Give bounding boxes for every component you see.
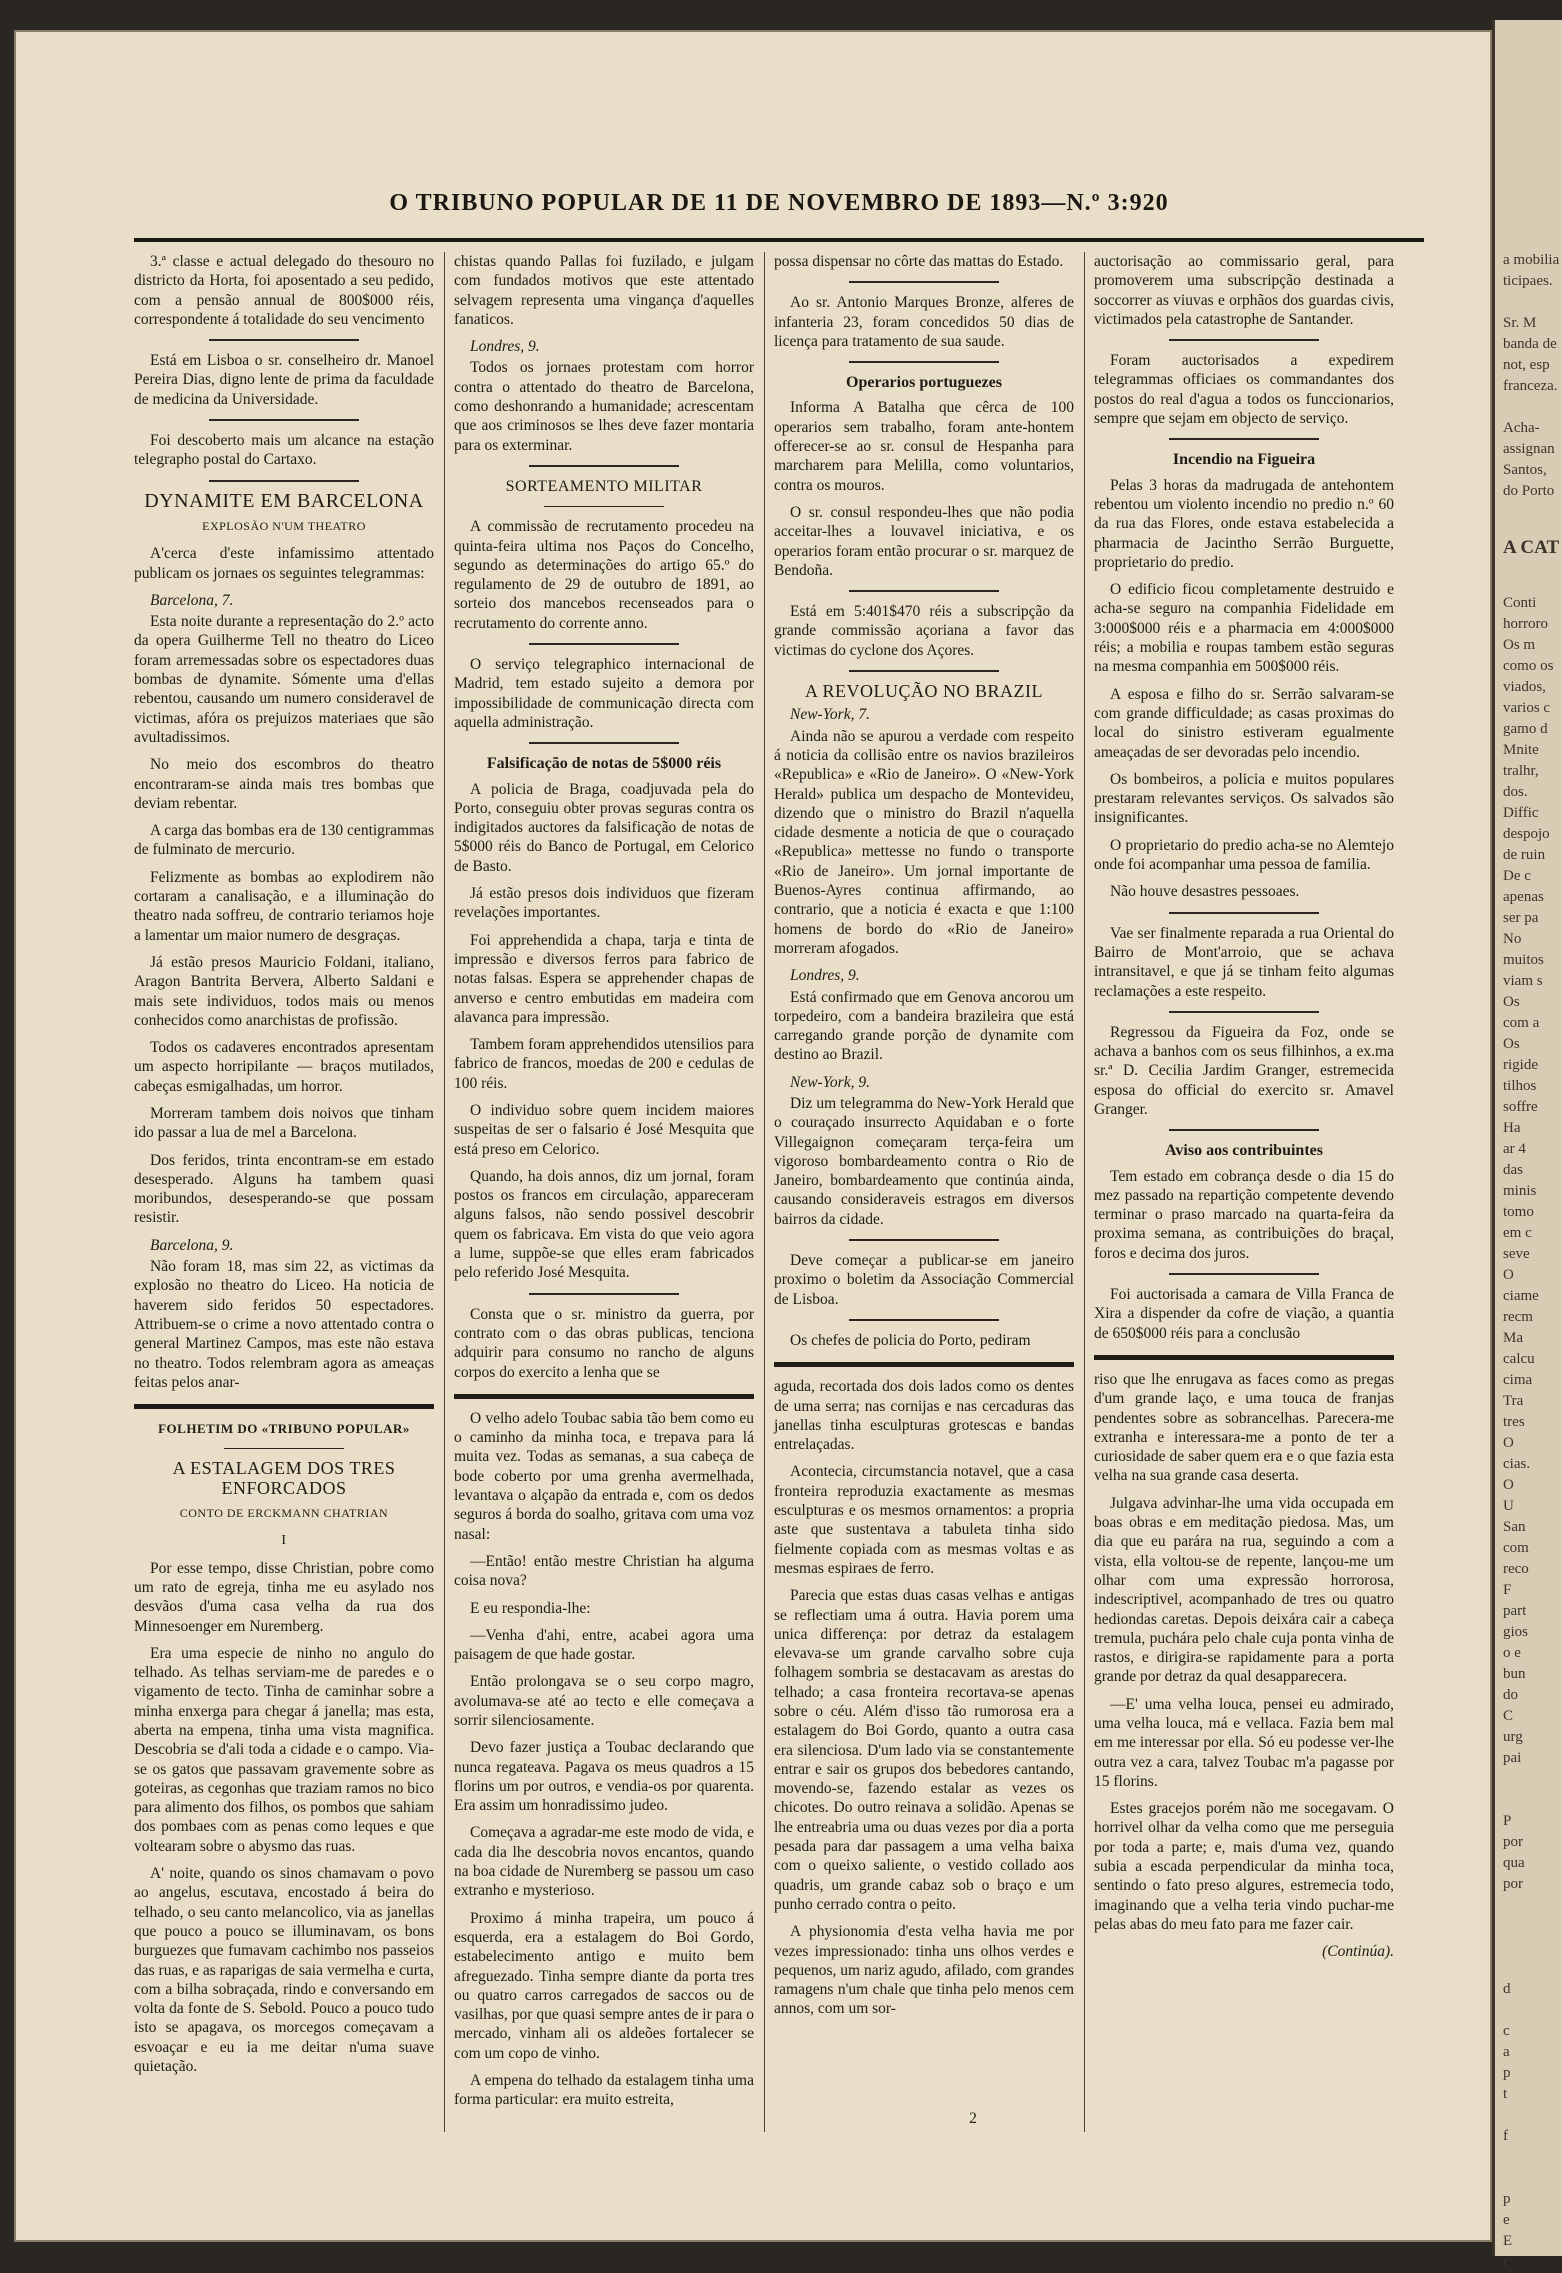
adjacent-page-line: [1495, 1937, 1562, 1958]
adjacent-page-line: not, esp: [1503, 357, 1550, 373]
divider: [209, 339, 359, 341]
adjacent-page-line: a: [1503, 2044, 1510, 2060]
article-paragraph: Diz um telegramma do New-York Herald que o couraçado insurrecto Aquidaban e o forte Villegaignon começaram terça-feira um vigoroso bombardeamento contra o Rio de Janeiro, bombardeamento que continúa ainda, causando consideraveis estragos em diversos bairros da cidade.: [774, 1094, 1074, 1228]
adjacent-page-line: O: [1503, 1477, 1514, 1493]
adjacent-page-line: p: [1503, 2191, 1511, 2207]
adjacent-page-line: [1495, 1895, 1562, 1916]
story-paragraph: O velho adelo Toubac sabia tão bem como eu o caminho da minha toca, e trepava para lá muita vez. Todas as semanas, a sua cabeça de bode coberto por uma grenha avermelhada, levantava o alçapão da entrada e, com os dedos seguros á borda do soalho, gritava com uma voz nasal:: [454, 1409, 754, 1543]
adjacent-page-line: [1495, 502, 1562, 523]
article-paragraph: Deve começar a publicar-se em janeiro proximo o boletim da Associação Commercial de Lisboa.: [774, 1252, 1074, 1308]
adjacent-page-line: com a: [1503, 1015, 1540, 1031]
adjacent-page-line: qua: [1503, 1855, 1525, 1871]
article-paragraph: Informa A Batalha que cêrca de 100 operarios sem trabalho, foram ante-hontem offerecer-se ao sr. consul de Hespanha para marcharem para Melilla, como voluntarios, contra os mouros.: [774, 399, 1074, 494]
adjacent-page-line: viam s: [1503, 973, 1543, 989]
columns: [134, 252, 1444, 2132]
article-paragraph: O edificio ficou completamente destruido e acha-se seguro na companhia Fidelidade em 3:000$000 réis e a pharmacia em 4:000$000 réis; a mobilia e roupas tambem estão seguras na mesma companhia em 500$000 réis.: [1094, 581, 1394, 676]
adjacent-page-line: soffre: [1503, 1099, 1538, 1115]
article-paragraph: possa dispensar no côrte das mattas do Estado.: [774, 253, 1064, 270]
article-paragraph: Todos os cadaveres encontrados apresentam um aspecto horripilante — braços mutilados, cabeças esmigalhadas, um horror.: [134, 1039, 434, 1095]
story-paragraph: Era uma especie de ninho no angulo do telhado. As telhas serviam-me de paredes e o vigamento de tecto. Tinha de caminhar sobre a minha enxerga para chegar á janella; mas esta, aberta na empena, tinha uma vista magnifica. Descobria se d'ali toda a cidade e o campo. Via-se os gatos que passavam gravemente sobre as goteiras, as cegonhas que traziam ramos no bico para alimento dos filhos, os pombos que sahiam dos pombaes com as penas como leques e que voltearam sobre o abysmo das ruas.: [134, 1644, 434, 1855]
adjacent-page-line: recm: [1503, 1309, 1533, 1325]
adjacent-page-line: a mobilia: [1503, 252, 1560, 268]
article-paragraph: Ao sr. Antonio Marques Bronze, alferes de infanteria 23, foram concedidos 50 dias de licença para tratamento de sua saude.: [774, 294, 1074, 350]
divider: [209, 419, 359, 421]
column-rule: [1084, 252, 1085, 2132]
divider: [849, 590, 999, 592]
divider: [849, 1239, 999, 1241]
adjacent-page-line: Ma: [1503, 1330, 1523, 1346]
article-paragraph: Foram auctorisados a expedirem telegrammas officiaes os commandantes dos postos do real d'agua a todos os funccionarios, sempre que sejam em objecto de serviço.: [1094, 352, 1394, 428]
headline: Operarios portuguezes: [846, 374, 1002, 392]
article-paragraph: Consta que o sr. ministro da guerra, por contrato com o das obras publicas, tenciona adquirir para consumo no rancho de alguns corpos do exercito a lenha que se: [454, 1305, 754, 1381]
column-rule: [764, 252, 765, 2132]
divider: [1169, 1129, 1319, 1131]
story-paragraph: Acontecia, circumstancia notavel, que a casa fronteira reproduzia exactamente as mesmas esculpturas e os mesmos ornamentos: a propria aste que sustentava a tabuleta tinha sido fielmente copiada com as mesmas voltas e as mesmas espiraes de ferro.: [774, 1463, 1074, 1577]
dateline: Londres, 9.: [470, 338, 540, 356]
adjacent-page-line: Tra: [1503, 1393, 1524, 1409]
article-paragraph: Dos feridos, trinta encontram-se em estado desesperado. Alguns ha tambem quasi moribundos, desesperando-se que possam resistir.: [134, 1151, 434, 1227]
article-paragraph: Todos os jornaes protestam com horror contra o attentado do theatro de Barcelona, como deshonrando a humanidade; acrescentam que aos criminosos se lhes deve fazer montaria para os exterminar.: [454, 359, 754, 454]
dateline: New-York, 7.: [790, 706, 870, 724]
continued-note: (Continúa).: [1322, 1943, 1394, 1961]
feuilleton-rule: [774, 1362, 1074, 1367]
page-masthead: O TRIBUNO POPULAR DE 11 DE NOVEMBRO DE 1893—N.º 3:920: [389, 190, 1169, 216]
headline: DYNAMITE EM BARCELONA: [144, 489, 424, 512]
dateline: New-York, 9.: [790, 1073, 870, 1091]
divider: [1169, 1273, 1319, 1275]
story-paragraph: A empena do telhado da estalagem tinha uma forma particular: era muito estreita,: [454, 2072, 754, 2109]
adjacent-page-line: [1495, 1916, 1562, 1937]
dateline: Barcelona, 7.: [150, 591, 234, 609]
adjacent-page-line: [1495, 397, 1562, 418]
column-4: [1094, 252, 1394, 2132]
adjacent-page-text: [1495, 20, 1562, 2273]
adjacent-page-line: Sr. M: [1503, 315, 1537, 331]
adjacent-page-line: viados,: [1503, 679, 1546, 695]
adjacent-page-line: do Porto: [1503, 483, 1555, 499]
adjacent-page-line: c: [1503, 2023, 1510, 2039]
article-paragraph: Foi descoberto mais um alcance na estação telegrapho postal do Cartaxo.: [134, 432, 434, 469]
adjacent-page-line: o e: [1503, 1645, 1521, 1661]
adjacent-page-line: Os: [1503, 994, 1520, 1010]
article-paragraph: O serviço telegraphico internacional de Madrid, tem estado sujeito a demora por impossibilidade de communicação directa com aquella administração.: [454, 656, 754, 731]
adjacent-page-line: reco: [1503, 1561, 1529, 1577]
story-paragraph: Estes gracejos porém não me socegavam. O horrivel olhar da velha como que me perseguia por toda a parte; e, mais d'uma vez, quando subia a escada perpendicular da minha toca, sentindo o fato preso algures, estremecia todo, imaginando que a velha teria vindo puchar-me pelas abas do meu fato para me fazer cair.: [1094, 1800, 1394, 1933]
adjacent-page-line: F: [1503, 1582, 1512, 1598]
adjacent-page-line: E: [1503, 2233, 1513, 2249]
adjacent-page-line: assignan: [1503, 441, 1555, 457]
adjacent-page-line: calcu: [1503, 1351, 1535, 1367]
story-paragraph: —Então! então mestre Christian ha alguma coisa nova?: [454, 1552, 754, 1590]
divider: [224, 1448, 344, 1449]
feuilleton-author: CONTO DE ERCKMANN CHATRIAN: [179, 1506, 389, 1521]
adjacent-page-line: De c: [1503, 868, 1531, 884]
article-paragraph: Quando, ha dois annos, diz um jornal, foram postos os francos em circulação, appareceram alguns falsos, não sendo possivel descobrir quem os fabricava. Em vista do que veio agora a lume, suppõe-se que elles eram fabricados pelo referido José Mesquita.: [454, 1167, 754, 1282]
adjacent-page-line: No: [1503, 931, 1522, 947]
divider: [849, 670, 999, 672]
article-paragraph: Está confirmado que em Genova ancorou um torpedeiro, com a bandeira brazileira que está carregando grande porção de dynamite com destino ao Brazil.: [774, 988, 1074, 1064]
article-paragraph: Já estão presos Mauricio Foldani, italiano, Aragon Bantrita Bervera, Alberto Saldani e mais sete individuos, todos mais ou menos conhecidos como anarchistas de profissão.: [134, 953, 434, 1029]
subheadline: EXPLOSÃO N'UM THEATRO: [202, 518, 366, 533]
adjacent-page-line: muitos: [1503, 952, 1544, 968]
adjacent-page-line: [1495, 2105, 1562, 2126]
newspaper-page: [14, 30, 1492, 2242]
adjacent-page-line: O: [1503, 1435, 1514, 1451]
article-paragraph: O sr. consul respondeu-lhes que não podia acceitar-lhes a louvavel iniciativa, e os operarios foram então procurar o sr. marquez de Bendoña.: [774, 503, 1074, 579]
headline: A REVOLUÇÃO NO BRAZIL: [805, 681, 1043, 702]
adjacent-page-line: O: [1503, 1267, 1514, 1283]
story-paragraph: aguda, recortada dos dois lados como os dentes de uma serra; nas cornijas e nas cercaduras das janellas tinha esculpturas grotescas e bandas entrelaçadas.: [774, 1378, 1074, 1454]
article-paragraph: A'cerca d'este infamissimo attentado publicam os jornaes os seguintes telegrammas:: [134, 545, 434, 582]
story-paragraph: A physionomia d'esta velha havia me por vezes impressionado: tinha uns olhos verdes e pequenos, um nariz agudo, afilado, com grandes ramagens n'um chale que tinha pelo menos cem annos, com um sor-: [774, 1923, 1075, 2018]
adjacent-page-line: ciame: [1503, 1288, 1539, 1304]
adjacent-page-line: [1495, 1769, 1562, 1790]
adjacent-page-line: Ha: [1503, 1120, 1521, 1136]
adjacent-page-line: bun: [1503, 1666, 1526, 1682]
divider: [849, 361, 999, 363]
adjacent-page-line: por: [1503, 1834, 1523, 1850]
divider: [529, 742, 679, 744]
article-paragraph: Está em 5:401$470 réis a subscripção da grande commissão açoriana a favor das victimas do cyclone dos Açores.: [774, 603, 1074, 659]
story-paragraph: —E' uma velha louca, pensei eu admirado, uma velha louca, má e vellaca. Fazia bem mal em me interessar por ella. Só eu podesse ver-lhe outra vez a cara, talvez Toubac m'a pagasse por 15 florins.: [1094, 1695, 1394, 1790]
article-paragraph: A esposa e filho do sr. Serrão salvaram-se com grande difficuldade; as casas proximas do local do sinistro estiveram egualmente ameaçadas de ser devoradas pelo incendio.: [1094, 685, 1394, 761]
article-paragraph: Foi auctorisada a camara de Villa Franca de Xira a dispender da cofre de viação, a quantia de 650$000 réis para a conclusão: [1094, 1286, 1394, 1342]
article-paragraph: A policia de Braga, coadjuvada pela do Porto, conseguiu obter provas seguras contra os indigitados auctores da falsificação de notas de 5$000 réis do Banco de Portugal, em Celorico de Basto.: [454, 780, 754, 875]
divider: [1169, 912, 1319, 914]
adjacent-page-line: [1495, 1790, 1562, 1811]
adjacent-page-line: P: [1503, 1813, 1512, 1829]
adjacent-page-line: gamo d: [1503, 721, 1548, 737]
adjacent-page-line: r: [1503, 2254, 1508, 2270]
divider: [544, 506, 664, 507]
adjacent-page-line: [1495, 2168, 1562, 2189]
adjacent-page-line: Mnite: [1503, 742, 1539, 758]
adjacent-page-line: urg: [1503, 1729, 1523, 1745]
divider: [529, 465, 679, 467]
adjacent-page-line: do: [1503, 1687, 1518, 1703]
article-paragraph: 3.ª classe e actual delegado do thesouro no districto da Horta, foi aposentado a seu pedido, com a pensão annual de 800$000 réis, correspondente á totalidade do seu vencimento: [134, 253, 434, 328]
page-number: 2: [969, 2110, 977, 2127]
adjacent-page-line: Acha-: [1503, 420, 1540, 436]
adjacent-page-line: horroro: [1503, 616, 1548, 632]
headline: Falsificação de notas de 5$000 réis: [486, 755, 722, 773]
adjacent-page-line: [1495, 572, 1562, 593]
divider: [1169, 339, 1319, 341]
column-1: [134, 252, 434, 2132]
feuilleton-title: A ESTALAGEM DOS TRES ENFORCADOS: [172, 1458, 396, 1498]
adjacent-page-line: Conti: [1503, 595, 1537, 611]
adjacent-page-line: rigide: [1503, 1057, 1538, 1073]
story-paragraph: Então prolongava se o seu corpo magro, avolumava-se até ao tecto e elle começava a sorrir silenciosamente.: [454, 1673, 754, 1729]
article-paragraph: No meio dos escombros do theatro encontraram-se ainda mais tres bombas que deviam rebentar.: [134, 756, 434, 812]
adjacent-page-line: e: [1503, 2212, 1510, 2228]
adjacent-page-line: tralhr,: [1503, 763, 1539, 779]
adjacent-page-line: [1495, 2147, 1562, 2168]
dateline: Barcelona, 9.: [150, 1236, 234, 1254]
story-paragraph: riso que lhe enrugava as faces como as pregas d'um grande laço, e uma touca de franjas pendentes sobre as sobrancelhas. Parecera-me extranha e interessara-me a ponto de ter a curiosidade de saber quem era e o que fazia esta velha na sua grande casa deserta.: [1094, 1370, 1394, 1485]
story-paragraph: —Venha d'ahi, entre, acabei agora uma paisagem de que hade gostar.: [454, 1626, 754, 1664]
adjacent-page-line: tilhos: [1503, 1078, 1537, 1094]
headline: SORTEAMENTO MILITAR: [505, 477, 703, 495]
adjacent-page-line: seve: [1503, 1246, 1530, 1262]
adjacent-page-line: despojo: [1503, 826, 1550, 842]
feuilleton-rule: [134, 1404, 434, 1409]
dateline: Londres, 9.: [790, 967, 860, 985]
adjacent-page-line: U: [1503, 1498, 1514, 1514]
story-paragraph: E eu respondia-lhe:: [470, 1599, 591, 1617]
adjacent-page-line: franceza.: [1503, 378, 1558, 394]
adjacent-page-line: cima: [1503, 1372, 1533, 1388]
adjacent-page-line: minis: [1503, 1183, 1537, 1199]
divider: [1169, 438, 1319, 440]
adjacent-page-line: Diffic: [1503, 805, 1539, 821]
adjacent-page-line: Santos,: [1503, 462, 1547, 478]
column-rule: [444, 252, 445, 2132]
story-paragraph: Parecia que estas duas casas velhas e antigas se reflectiam uma á outra. Havia porem uma unica differença: por detraz da estalagem elevava-se um grande carvalho sobre cuja folhagem sombria se destacavam as arestas do telhado; a casa fronteira recortava-se apenas sobre o céu. Além d'isso tão rumorosa era a estalagem do Boi Gordo, quanto a outra casa era silenciosa. D'um lado via se constantemente entrar e sair os grupos dos bebedores cantando, movendo-se, fazendo estalar as vezes os chicotes. Do outro reinava a solidão. Apenas se lhe entreabria uma ou duas vezes por dia a porta pesada para dar passagem a uma velha baixa com o queixo saliente, o vestido collado aos quadris, um grande cabaz sob o braço e um punho cerrado contra o peito.: [774, 1587, 1074, 1913]
article-paragraph: Já estão presos dois individuos que fizeram revelações importantes.: [454, 885, 754, 922]
adjacent-page-line: tomo: [1503, 1204, 1534, 1220]
article-paragraph: chistas quando Pallas foi fuzilado, e julgam com fundados motivos que este attentado selvagem representa uma vingança d'aquelles fanaticos.: [454, 253, 754, 328]
article-paragraph: auctorisação ao commissario geral, para promoverem uma subscripção destinada a soccorrer as viuvas e orphãos dos guardas civis, victimados pela catastrophe de Santander.: [1094, 253, 1394, 328]
adjacent-page-line: [1495, 1958, 1562, 1979]
divider: [529, 643, 679, 645]
story-paragraph: A' noite, quando os sinos chamavam o povo ao angelus, escutava, encostado á beira do telhado, o seu canto melancolico, via as janellas que pouco a pouco se illuminavam, os bons burguezes que fumavam cachimbo nos passeios das ruas, e as raparigas de saia vermelha e curta, com a bilha sobraçada, rindo e conversando em volta da fonte de S. Sebold. Pouco a pouco tudo isto se apagava, os morcegos começavam a esvoaçar e eu ia me deitar n'uma suave quietação.: [134, 1865, 434, 2076]
article-paragraph: Os bombeiros, a policia e muitos populares prestaram relevantes serviços. Os salvados são insignificantes.: [1094, 770, 1394, 827]
article-paragraph: Não foram 18, mas sim 22, as victimas da explosão no theatro do Liceo. Ha noticia de haverem sido feridos 50 espectadores. Attribuem-se o crime a novo attentado contra o general Martinez Campos, mas este não estava no theatro. Todos relembram agora as ameaças feitas pelos anar-: [134, 1258, 434, 1391]
adjacent-page-line: t: [1503, 2086, 1508, 2102]
adjacent-page-line: part: [1503, 1603, 1527, 1619]
article-paragraph: Pelas 3 horas da madrugada de antehontem rebentou um violento incendio no predio n.º 60 da rua das Flores, onde estava estabelecida a pharmacia de Jacintho Serrão Burguette, proprietario do predio.: [1094, 476, 1394, 571]
adjacent-page-line: A CAT: [1503, 537, 1560, 558]
adjacent-page-line: Os: [1503, 1036, 1520, 1052]
story-paragraph: Julgava advinhar-lhe uma vida occupada em boas obras e em meditação piedosa. Mas, um dia que eu parára na rua, seguindo a com a vista, ella voltou-se de repente, lançou-me um olhar com uma expressão horrorosa, indescriptivel, acompanhado de tres ou quatro hediondas caretas. Depois deixára cair a cabeça tremula, puchára pelo chale cuja ponta vinha de rastos, e dirigira-se rapidamente para a porta grande por detraz da qual desapparecera.: [1094, 1494, 1394, 1686]
adjacent-page-line: p: [1503, 2065, 1511, 2081]
adjacent-page-line: de ruin: [1503, 847, 1546, 863]
divider: [209, 480, 359, 482]
chapter-number: I: [281, 1533, 287, 1549]
article-paragraph: Os chefes de policia do Porto, pediram: [790, 1331, 1031, 1349]
feuilleton-rule: [454, 1394, 754, 1399]
adjacent-page-line: C: [1503, 1708, 1514, 1724]
adjacent-page-line: dos.: [1503, 784, 1528, 800]
article-paragraph: Está em Lisboa o sr. conselheiro dr. Manoel Pereira Dias, digno lente de prima da faculdade de medicina da Universidade.: [134, 352, 434, 408]
adjacent-page-line: apenas: [1503, 889, 1544, 905]
article-paragraph: A carga das bombas era de 130 centigrammas de fulminato de mercurio.: [134, 822, 434, 859]
article-paragraph: Vae ser finalmente reparada a rua Oriental do Bairro de Mont'arroio, que se achava intransitavel, e que já se tinham feito algumas reclamações a este respeito.: [1094, 924, 1394, 1000]
article-paragraph: Não houve desastres pessoaes.: [1110, 883, 1300, 901]
divider: [529, 1293, 679, 1295]
divider: [849, 1319, 999, 1321]
adjacent-page-line: cias.: [1503, 1456, 1531, 1472]
headline: Aviso aos contribuintes: [1165, 1142, 1323, 1160]
story-paragraph: Por esse tempo, disse Christian, pobre como um rato de egreja, tinha me eu asylado nos desvãos d'uma casa velha da rua dos Minnesoenger em Nuremberg.: [134, 1559, 434, 1635]
adjacent-page-line: pai: [1503, 1750, 1522, 1766]
article-paragraph: Foi apprehendida a chapa, tarja e tinta de impressão e diversos ferros para fabrico de notas falsas. Espera se apprehender chapas de anverso e centro embutidas em madeira com alavanca para impressão.: [454, 931, 754, 1026]
column-2: [454, 252, 754, 2132]
story-paragraph: Proximo á minha trapeira, um pouco á esquerda, era a estalagem do Boi Gordo, estabelecimento antigo e muito bem afreguezado. Tinha sempre diante da porta tres ou quatro carros carregados de saccos ou de vasilhas, por que quasi sempre antes de ir para o mercado, vinham ali os aldeões fortalecer se com um copo de vinho.: [454, 1909, 754, 2062]
article-paragraph: A commissão de recrutamento procedeu na quinta-feira ultima nos Paços do Concelho, segundo as determinações do artigo 65.º do regulamento de 29 de outubro de 1891, ao sorteio dos mancebos recenseados para o recrutamento do corrente anno.: [454, 518, 754, 632]
article-paragraph: Tambem foram apprehendidos utensilios para fabrico de francos, moedas de 200 e cedulas de 100 réis.: [454, 1036, 754, 1092]
adjacent-page-edge: [1492, 20, 1562, 2270]
article-paragraph: Regressou da Figueira da Foz, onde se achava a banhos com os seus filhinhos, a ex.ma sr.ª D. Cecilia Jardim Granger, estremecida esposa do official do exercito sr. Amavel Granger.: [1094, 1023, 1394, 1118]
feuilleton-label: FOLHETIM DO «TRIBUNO POPULAR»: [158, 1421, 410, 1437]
adjacent-page-line: Os m: [1503, 637, 1536, 653]
headline: Incendio na Figueira: [1172, 451, 1316, 469]
feuilleton-rule: [1094, 1355, 1394, 1360]
column-3: [774, 252, 1074, 2132]
adjacent-page-line: gios: [1503, 1624, 1529, 1640]
article-paragraph: Esta noite durante a representação do 2.º acto da opera Guilherme Tell no theatro do Liceo foram arremessadas sobre os espectadores duas bombas de dynamite. Sómente uma d'ellas rebentou, causando um numero consideravel de victimas, afóra os prejuizos materiaes que são avultadissimos.: [134, 613, 434, 746]
adjacent-page-line: como os: [1503, 658, 1554, 674]
adjacent-page-line: por: [1503, 1876, 1523, 1892]
story-paragraph: Começava a agradar-me este modo de vida, e cada dia lhe descobria novos encantos, quando na boa cidade de Nuremberg se passou um caso extranho e mysterioso.: [454, 1824, 754, 1900]
adjacent-page-line: das: [1503, 1162, 1523, 1178]
adjacent-page-line: f: [1503, 2128, 1508, 2144]
adjacent-page-line: ser pa: [1503, 910, 1539, 926]
divider: [1169, 1011, 1319, 1013]
masthead-rule: [134, 238, 1424, 242]
adjacent-page-line: em c: [1503, 1225, 1532, 1241]
article-paragraph: O proprietario do predio acha-se no Alemtejo onde foi acompanhar uma pessoa de familia.: [1094, 836, 1394, 874]
divider: [849, 281, 999, 283]
article-paragraph: Felizmente as bombas ao explodirem não cortaram a canalisação, e a illuminação do theatro nada soffreu, de contrario teriamos hoje a lamentar um maior numero de desgraças.: [134, 868, 434, 944]
article-paragraph: Morreram tambem dois noivos que tinham ido passar a lua de mel a Barcelona.: [134, 1104, 434, 1142]
adjacent-page-line: varios c: [1503, 700, 1551, 716]
adjacent-page-line: [1495, 2000, 1562, 2021]
adjacent-page-line: com: [1503, 1540, 1529, 1556]
adjacent-page-line: [1495, 292, 1562, 313]
story-paragraph: Devo fazer justiça a Toubac declarando que nunca regateava. Pagava os meus quadros a 15 florins um por outros, e vendia-os por quarenta. Era assim um honradissimo judeo.: [454, 1739, 754, 1815]
adjacent-page-line: banda de: [1503, 336, 1557, 352]
adjacent-page-line: San: [1503, 1519, 1526, 1535]
article-paragraph: Ainda não se apurou a verdade com respeito á noticia da collisão entre os navios brazileiros «Republica» e «Rio de Janeiro». O «New-York Herald» publica um despacho de Montevideu, dizendo que o ministro do Brazil n'aquella cidade desmente a noticia de que o couraçado «Republica» mettesse no fundo o transporte «Rio de Janeiro». Um jornal importante de Buenos-Ayres continua affirmando, ao contrario, que a noticia é exacta e que 1:100 homens de bordo do «Rio de Janeiro» morreram afogados.: [774, 727, 1074, 957]
adjacent-page-line: tres: [1503, 1414, 1525, 1430]
adjacent-page-line: ar 4: [1503, 1141, 1526, 1157]
article-paragraph: O individuo sobre quem incidem maiores suspeitas de ser o falsario é José Mesquita que está preso em Celorico.: [454, 1101, 754, 1158]
article-paragraph: Tem estado em cobrança desde o dia 15 do mez passado na repartição competente devendo terminar o praso marcado na quarta-feira da proxima semana, as contribuições do braçal, foros e decima dos juros.: [1094, 1167, 1394, 1262]
adjacent-page-line: d: [1503, 1981, 1511, 1997]
adjacent-page-line: ticipaes.: [1503, 273, 1553, 289]
